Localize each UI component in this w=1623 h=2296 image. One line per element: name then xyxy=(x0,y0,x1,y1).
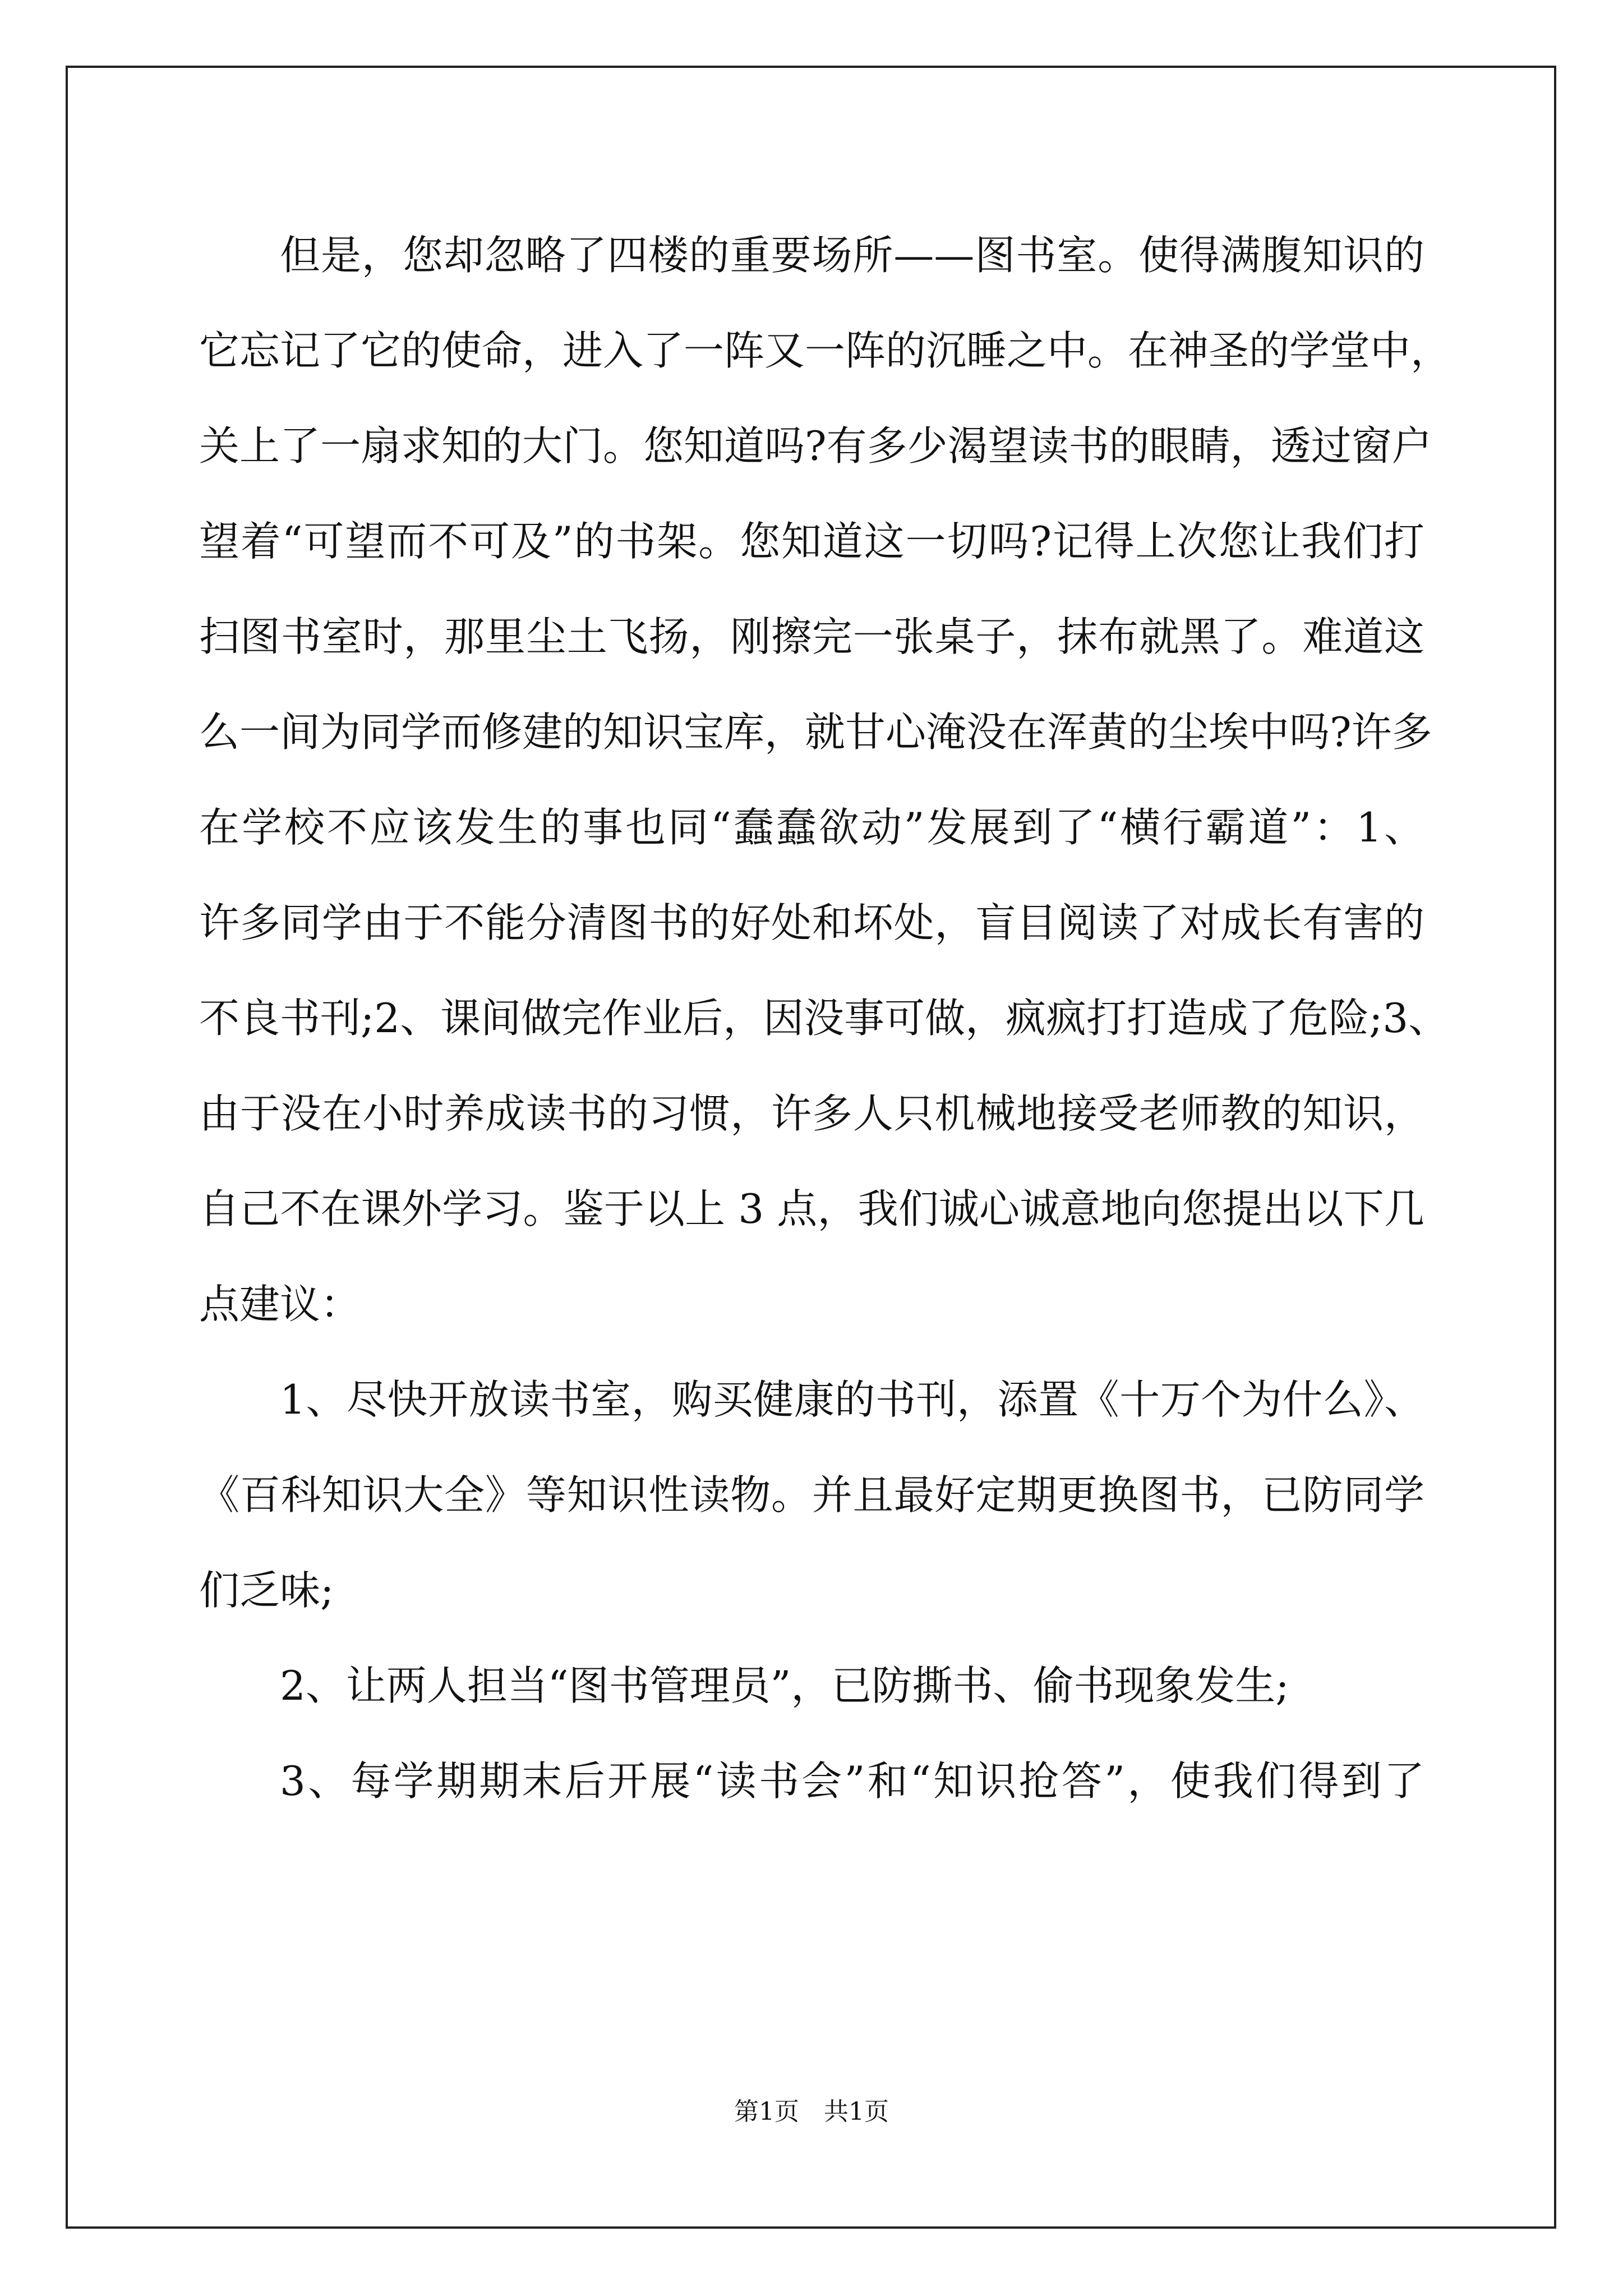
text-line: 《百科知识大全》等知识性读物。并且最好定期更换图书，已防同学 xyxy=(199,1471,1424,1519)
text-line: 它忘记了它的使命，进入了一阵又一阵的沉睡之中。在神圣的学堂中， xyxy=(199,327,1451,374)
text-line: 1、尽快开放读书室，购买健康的书刊，添置《十万个为什么》、 xyxy=(280,1376,1424,1423)
text-line: 但是，您却忽略了四楼的重要场所——图书室。使得满腹知识的 xyxy=(280,232,1424,279)
text-line: 许多同学由于不能分清图书的好处和坏处，盲目阅读了对成长有害的 xyxy=(199,899,1424,946)
document-body xyxy=(199,213,1451,1834)
text-line: 们乏味; xyxy=(199,1567,334,1614)
text-line: 不良书刊;2、课间做完作业后，因没事可做，疯疯打打造成了危险;3、 xyxy=(199,995,1449,1042)
text-line: 由于没在小时养成读书的习惯，许多人只机械地接受老师教的知识， xyxy=(199,1090,1424,1137)
text-line: 2、让两人担当“图书管理员”，已防撕书、偷书现象发生; xyxy=(280,1662,1289,1709)
text-line: 点建议： xyxy=(199,1281,361,1328)
text-line: 3、每学期期末后开展“读书会”和“知识抢答”，使我们得到了 xyxy=(280,1757,1424,1805)
text-line: 么一间为同学而修建的知识宝库，就甘心淹没在浑黄的尘埃中吗?许多 xyxy=(199,708,1432,756)
text-line: 望着“可望而不可及”的书架。您知道这一切吗?记得上次您让我们打 xyxy=(199,518,1424,565)
text-line: 在学校不应该发生的事也同“蠢蠢欲动”发展到了“横行霸道”：1、 xyxy=(199,804,1424,851)
text-line: 关上了一扇求知的大门。您知道吗?有多少渴望读书的眼睛，透过窗户 xyxy=(199,422,1432,470)
page-number-footer: 第1页 共1页 xyxy=(734,2097,889,2126)
text-line: 扫图书室时，那里尘土飞扬，刚擦完一张桌子，抹布就黑了。难道这 xyxy=(199,613,1424,660)
text-line: 自己不在课外学习。鉴于以上 3 点，我们诚心诚意地向您提出以下几 xyxy=(199,1185,1424,1232)
